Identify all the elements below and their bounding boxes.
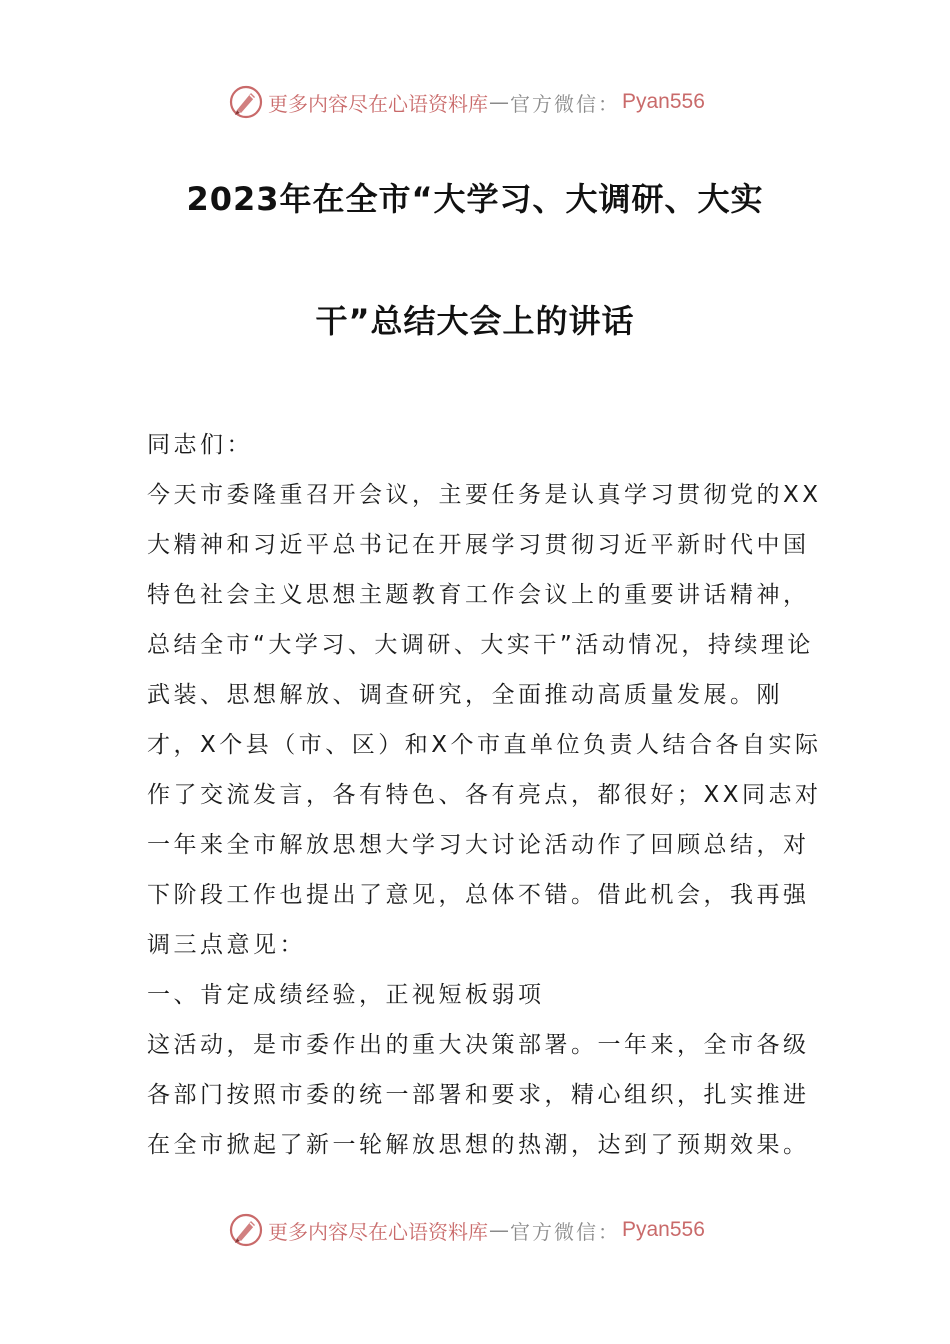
section-heading: 一、肯定成绩经验，正视短板弱项	[147, 982, 545, 1008]
document-title-line-1: 2023年在全市“大学习、大调研、大实	[186, 180, 764, 218]
watermark-dash: —	[489, 90, 509, 114]
document-title-line-2: 干”总结大会上的讲话	[315, 302, 635, 340]
footer-watermark	[228, 1210, 748, 1250]
watermark-wechat-id: Pyan556	[622, 90, 705, 113]
body-paragraph: 这活动，是市委作出的重大决策部署。一年来，全市各级各部门按照市委的统一部署和要求，精心组织，扎实推进在全市掀起了新一轮解放思想的热潮，达到了预期效果。	[147, 1032, 810, 1158]
watermark-main-text: 更多内容尽在心语资料库	[268, 1219, 488, 1244]
watermark-main-text: 更多内容尽在心语资料库	[268, 91, 488, 116]
watermark-dash: —	[489, 1218, 509, 1242]
watermark-wechat-id: Pyan556	[622, 1218, 705, 1241]
watermark-wechat-label: 官方微信：	[510, 1219, 620, 1244]
document-body	[147, 420, 827, 1170]
pen-logo-icon	[228, 1212, 264, 1248]
header-watermark	[228, 82, 748, 122]
watermark-wechat-label: 官方微信：	[510, 91, 620, 116]
salutation: 同志们：	[147, 432, 253, 458]
body-paragraph: 今天市委隆重召开会议，主要任务是认真学习贯彻党的XX大精神和习近平总书记在开展学习贯彻习近平新时代中国特色社会主义思想主题教育工作会议上的重要讲话精神，总结全市“大学习、大调研、大实干”活动情况，持续理论武装、思想解放、调查研究，全面推动高质量发展。刚才，X个县（市、区）和X个市直单位负责人结合各自实际作了交流发言，各有特色、各有亮点，都很好；XX同志对一年来全市解放思想大学习大讨论活动作了回顾总结，对下阶段工作也提出了意见，总体不错。借此机会，我再强调三点意见：	[147, 482, 822, 958]
pen-logo-icon	[228, 84, 264, 120]
